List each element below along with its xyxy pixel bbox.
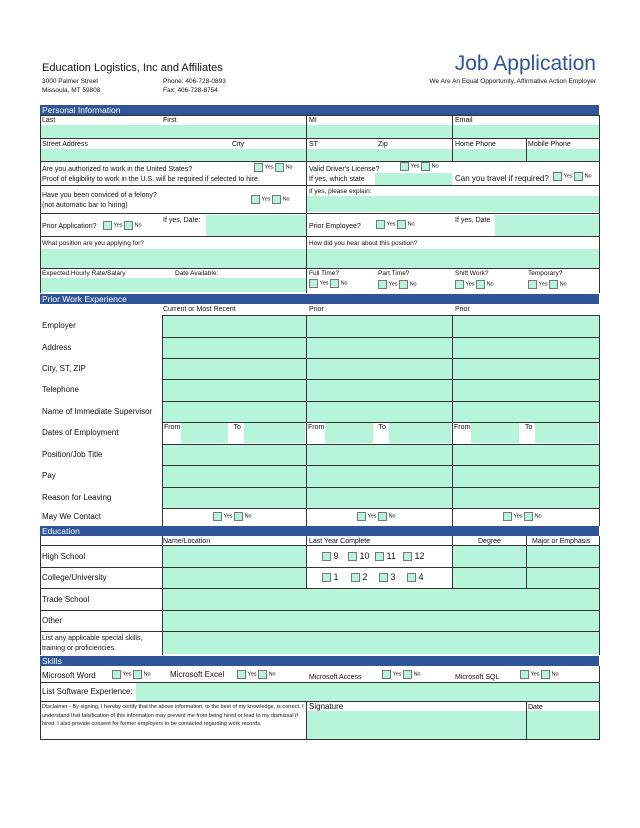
hear-question: How did you hear about this position?	[309, 240, 418, 247]
work-row-divider	[162, 379, 599, 380]
work-field[interactable]	[307, 445, 452, 465]
work-field[interactable]	[307, 488, 452, 508]
from-date-field[interactable]	[181, 423, 228, 443]
high-school-degree-field[interactable]	[453, 546, 526, 567]
work-field[interactable]	[307, 359, 452, 379]
shift-work-label: Shift Work?	[455, 270, 489, 277]
work-row-label: Position/Job Title	[42, 449, 103, 459]
work-row-divider	[162, 465, 599, 466]
prior-app-date-label: If yes, Date:	[163, 217, 201, 224]
work-field[interactable]	[453, 359, 599, 379]
felony-question: Have you been conviced of a felony?	[42, 192, 157, 199]
label-college: College/University	[42, 573, 107, 582]
salary-field[interactable]	[40, 278, 306, 292]
work-field[interactable]	[163, 380, 306, 401]
prior-employee-question: Prior Employee?	[309, 223, 361, 230]
proof-note: Proof of eligibility to work in the U.S. will be required if selected to hire.	[42, 176, 260, 183]
hs-year-1[interactable]: 9	[322, 551, 339, 561]
work-row-divider	[162, 444, 599, 445]
work-field[interactable]	[163, 488, 306, 508]
section-header-work: Prior Work Experience	[40, 294, 599, 304]
work-field[interactable]	[453, 402, 599, 422]
company-address-line2: Missoula, MT 59808	[42, 87, 101, 94]
label-high-school: High School	[42, 552, 86, 561]
explain-label: If yes, please explain:	[309, 188, 372, 195]
label-mi: MI	[309, 117, 317, 124]
college-major-field[interactable]	[527, 568, 599, 588]
work-field[interactable]	[453, 316, 599, 337]
date-available-label: Date Available:	[175, 270, 219, 277]
which-state-field[interactable]	[375, 173, 452, 185]
work-col-divider	[599, 315, 600, 526]
work-field[interactable]	[307, 402, 452, 422]
skill-word-label: Microsoft Word	[42, 671, 96, 680]
work-row-label: Dates of Employment	[42, 428, 119, 437]
label-other: Other	[42, 616, 63, 625]
software-experience-field[interactable]	[136, 683, 599, 701]
company-phone: Phone: 406-728-0893	[163, 78, 226, 85]
label-last: Last	[42, 117, 56, 124]
col-name-location: Name/Location	[163, 538, 211, 545]
work-row-divider	[162, 337, 599, 338]
col-degree: Degree	[478, 538, 501, 545]
may-contact-yes-no[interactable]: Yes No	[213, 512, 252, 521]
skill-excel-yes-no[interactable]: Yes No	[237, 670, 276, 679]
may-contact-yes-no[interactable]: Yes No	[503, 512, 542, 521]
work-col-divider	[162, 315, 163, 526]
work-row-label: Address	[42, 342, 72, 352]
col-major: Major or Emphasis	[532, 538, 591, 545]
explain-field[interactable]	[307, 196, 599, 212]
travel-question: Can you travel if required?	[455, 174, 549, 183]
work-field[interactable]	[307, 380, 452, 401]
work-field[interactable]	[163, 466, 306, 487]
work-row-label: May We Contact	[42, 511, 101, 521]
felony-note: (not automatic bar to hiring)	[42, 202, 128, 209]
section-header-education: Education	[40, 526, 599, 536]
work-row-divider	[162, 358, 599, 359]
skill-access-yes-no[interactable]: Yes No	[382, 670, 421, 679]
mi-field[interactable]	[307, 125, 452, 138]
last-name-field[interactable]	[40, 125, 306, 138]
to-label: To	[233, 424, 241, 431]
to-date-field[interactable]	[244, 423, 306, 443]
work-field[interactable]	[307, 338, 452, 358]
from-label: From	[454, 424, 471, 431]
to-label: To	[525, 424, 533, 431]
work-field[interactable]	[307, 466, 452, 487]
work-field[interactable]	[453, 380, 599, 401]
section-header-personal: Personal Information	[40, 105, 599, 115]
st-zip-field[interactable]	[307, 149, 452, 161]
trade-school-field[interactable]	[163, 589, 599, 610]
company-fax: Fax: 406-728-8754	[163, 87, 218, 94]
work-row-divider	[162, 422, 599, 423]
prior-emp-date-field[interactable]	[495, 215, 599, 236]
temporary-label: Temporary?	[528, 270, 563, 277]
work-row-label: Reason for Leaving	[42, 492, 112, 502]
license-question: Valid Driver's License?	[309, 166, 380, 173]
work-row-divider	[162, 315, 599, 316]
prior-emp-date-label: If yes, Date	[455, 217, 491, 224]
full-time-label: Full Time?	[309, 270, 339, 277]
work-row-label: Telephone	[42, 385, 79, 394]
special-skills-label-1: List any applicable special skills,	[42, 635, 143, 642]
from-label: From	[308, 424, 325, 431]
part-time-yes-no[interactable]: Yes No	[378, 280, 417, 289]
section-header-skills: Skills	[40, 656, 599, 666]
to-label: To	[378, 424, 386, 431]
other-education-field[interactable]	[163, 610, 599, 631]
travel-yes-no[interactable]: Yes No	[553, 172, 592, 181]
work-field[interactable]	[163, 402, 306, 422]
may-contact-yes-no[interactable]: Yes No	[357, 512, 396, 521]
prior-employee-yes-no[interactable]: Yes No	[376, 220, 415, 229]
work-field[interactable]	[163, 316, 306, 337]
to-date-field[interactable]	[389, 423, 452, 443]
label-trade-school: Trade School	[42, 595, 90, 604]
work-row-label: Pay	[42, 471, 56, 480]
work-field[interactable]	[163, 445, 306, 465]
work-row-divider	[162, 508, 599, 509]
company-name: Education Logistics, Inc and Affiliates	[42, 62, 223, 74]
position-field[interactable]	[40, 249, 306, 268]
col-prior-1: Prior	[309, 306, 324, 313]
high-school-name-field[interactable]	[163, 546, 306, 567]
position-question: What position are you applying for?	[42, 240, 144, 247]
hs-year-3[interactable]: 11	[375, 551, 396, 561]
skill-sql-yes-no[interactable]: Yes No	[520, 670, 559, 679]
work-field[interactable]	[453, 445, 599, 465]
col-current: Current or Most Recent	[163, 306, 236, 313]
col-last-year: Last Year Complete	[309, 538, 371, 545]
authorized-yes-no[interactable]: Yes No	[254, 163, 293, 172]
which-state-label: If yes, which state	[309, 176, 365, 183]
high-school-major-field[interactable]	[527, 546, 599, 567]
disclaimer-text: Disclaimer - By signing, I hereby certify that the above information, to the best of my knowledge, is correct. I understand that falsification of this information may prevent me from being hired or lead to my dismissal if hired. I also provide consent for former employers to be contacted regarding work records.	[42, 704, 304, 727]
prior-app-date-field[interactable]	[206, 215, 306, 236]
page-title: Job Application	[454, 52, 596, 75]
felony-yes-no[interactable]: Yes No	[251, 195, 290, 204]
shift-work-yes-no[interactable]: Yes No	[455, 280, 494, 289]
date-label: Date	[528, 704, 543, 711]
college-year-3[interactable]: 3	[379, 572, 396, 582]
part-time-label: Part Time?	[378, 270, 410, 277]
skill-sql-label: Microsoft SQL	[455, 674, 500, 681]
label-home-phone: Home Phone	[455, 141, 496, 148]
from-date-field[interactable]	[471, 423, 519, 443]
label-email: Email	[455, 117, 473, 124]
work-row-divider	[162, 487, 599, 488]
hear-field[interactable]	[307, 249, 599, 268]
special-skills-label-2: training or proficiencies.	[42, 645, 116, 652]
work-row-label: Employer	[42, 321, 76, 330]
prior-application-yes-no[interactable]: Yes No	[103, 221, 142, 230]
authorized-question: Are you authorized to work in the United States?	[42, 166, 193, 173]
label-first: First	[163, 117, 177, 124]
salary-label: Expected Hourly Rate/Salary	[42, 270, 126, 277]
company-address-line1: 3000 Palmer Street	[42, 78, 99, 85]
from-label: From	[164, 424, 181, 431]
label-mobile-phone: Mobile Phone	[528, 141, 571, 148]
label-st: ST	[309, 141, 318, 148]
hs-year-4[interactable]: 12	[403, 551, 425, 561]
work-field[interactable]	[307, 316, 452, 337]
work-col-divider	[452, 315, 453, 526]
college-year-2[interactable]: 2	[351, 572, 368, 582]
signature-label: Signature	[309, 702, 344, 711]
from-date-field[interactable]	[325, 423, 373, 443]
hs-year-2[interactable]: 10	[348, 551, 370, 561]
full-time-yes-no[interactable]: Yes No	[309, 279, 348, 288]
college-year-4[interactable]: 4	[407, 572, 424, 582]
college-degree-field[interactable]	[453, 568, 526, 588]
label-zip: Zip	[378, 141, 388, 148]
software-experience-label: List Software Experience:	[42, 687, 133, 696]
col-prior-2: Prior	[455, 306, 470, 313]
prior-application-question: Prior Application?	[42, 223, 97, 230]
temporary-yes-no[interactable]: Yes No	[528, 280, 567, 289]
to-date-field[interactable]	[535, 423, 598, 443]
college-name-field[interactable]	[163, 568, 306, 588]
work-row-label: City, ST, ZIP	[42, 363, 86, 373]
page-subtitle: We Are An Equal Opportunity, Affirmative Action Employer	[429, 78, 596, 85]
work-row-divider	[162, 401, 599, 402]
work-col-divider	[306, 315, 307, 526]
work-row-label: Name of Immediate Supervisor	[42, 406, 153, 416]
skill-excel-label: Microsoft Excel	[170, 670, 225, 679]
work-field[interactable]	[163, 338, 306, 358]
work-field[interactable]	[453, 488, 599, 508]
work-field[interactable]	[453, 466, 599, 487]
label-street: Street Address	[42, 141, 88, 148]
work-field[interactable]	[453, 338, 599, 358]
skill-word-yes-no[interactable]: Yes No	[112, 670, 151, 679]
label-city: City	[232, 141, 245, 148]
special-skills-field[interactable]	[163, 632, 599, 654]
license-yes-no[interactable]: Yes No	[400, 162, 439, 171]
email-field[interactable]	[453, 125, 599, 138]
street-city-field[interactable]	[40, 149, 306, 161]
skill-access-label: Microsoft Access	[309, 674, 362, 681]
signature-field[interactable]	[307, 711, 526, 739]
signature-date-field[interactable]	[527, 711, 599, 739]
work-field[interactable]	[163, 359, 306, 379]
college-year-1[interactable]: 1	[322, 572, 339, 582]
